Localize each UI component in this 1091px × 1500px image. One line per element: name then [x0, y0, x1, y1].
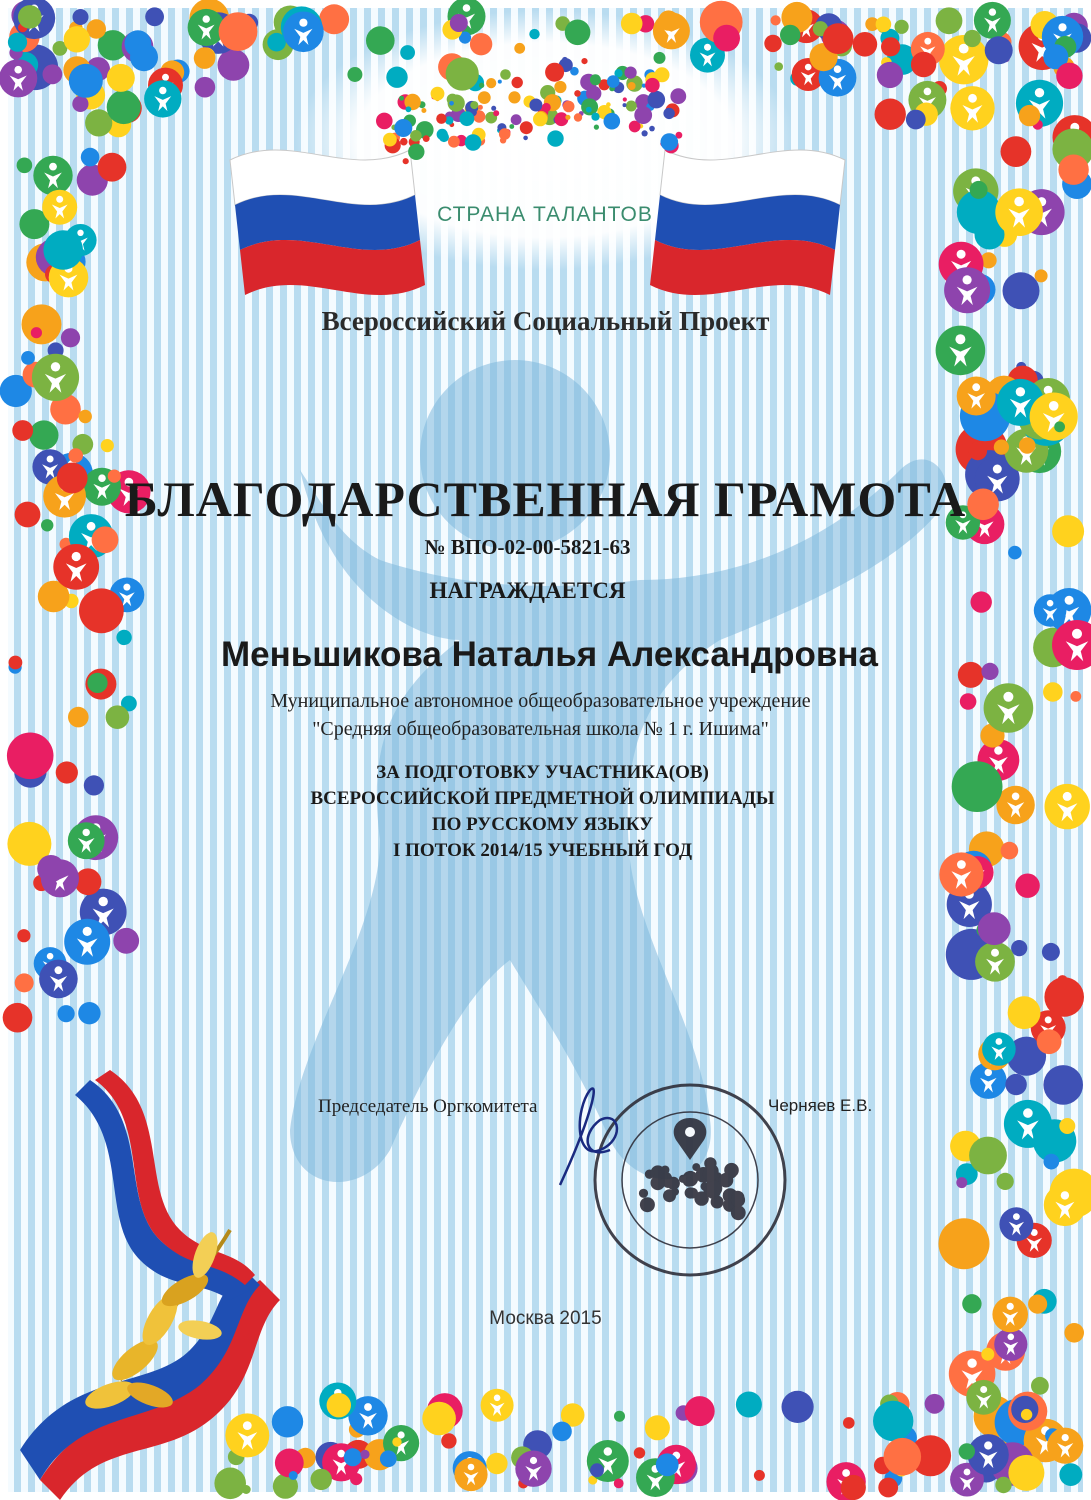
certificate-number: № ВПО-02-00-5821-63 — [424, 535, 631, 559]
reason-line-4: I ПОТОК 2014/15 УЧЕБНЫЙ ГОД — [392, 840, 693, 861]
reason-line-3: ПО РУССКОМУ ЯЗЫКУ — [431, 814, 654, 835]
logo-name: СТРАНА ТАЛАНТОВ — [437, 203, 653, 226]
recipient-name: Меньшикова Наталья Александровна — [220, 635, 879, 674]
certificate-title: БЛАГОДАРСТВЕННАЯ ГРАМОТА — [124, 471, 967, 527]
awarded-label: НАГРАЖДАЕТСЯ — [429, 578, 626, 603]
project-line: Всероссийский Социальный Проект — [321, 306, 770, 336]
reason-line-2: ВСЕРОССИЙСКОЙ ПРЕДМЕТНОЙ ОЛИМПИАДЫ — [310, 788, 775, 809]
place-year: Москва 2015 — [489, 1308, 602, 1329]
reason-line-1: ЗА ПОДГОТОВКУ УЧАСТНИКА(ОВ) — [376, 762, 709, 783]
institution-line-1: Муниципальное автономное общеобразовательное учреждение — [270, 690, 811, 712]
signer-name: Черняев Е.В. — [768, 1096, 873, 1115]
signer-position: Председатель Оргкомитета — [318, 1096, 538, 1117]
institution-line-2: "Средняя общеобразовательная школа № 1 г. Ишима" — [312, 718, 769, 740]
